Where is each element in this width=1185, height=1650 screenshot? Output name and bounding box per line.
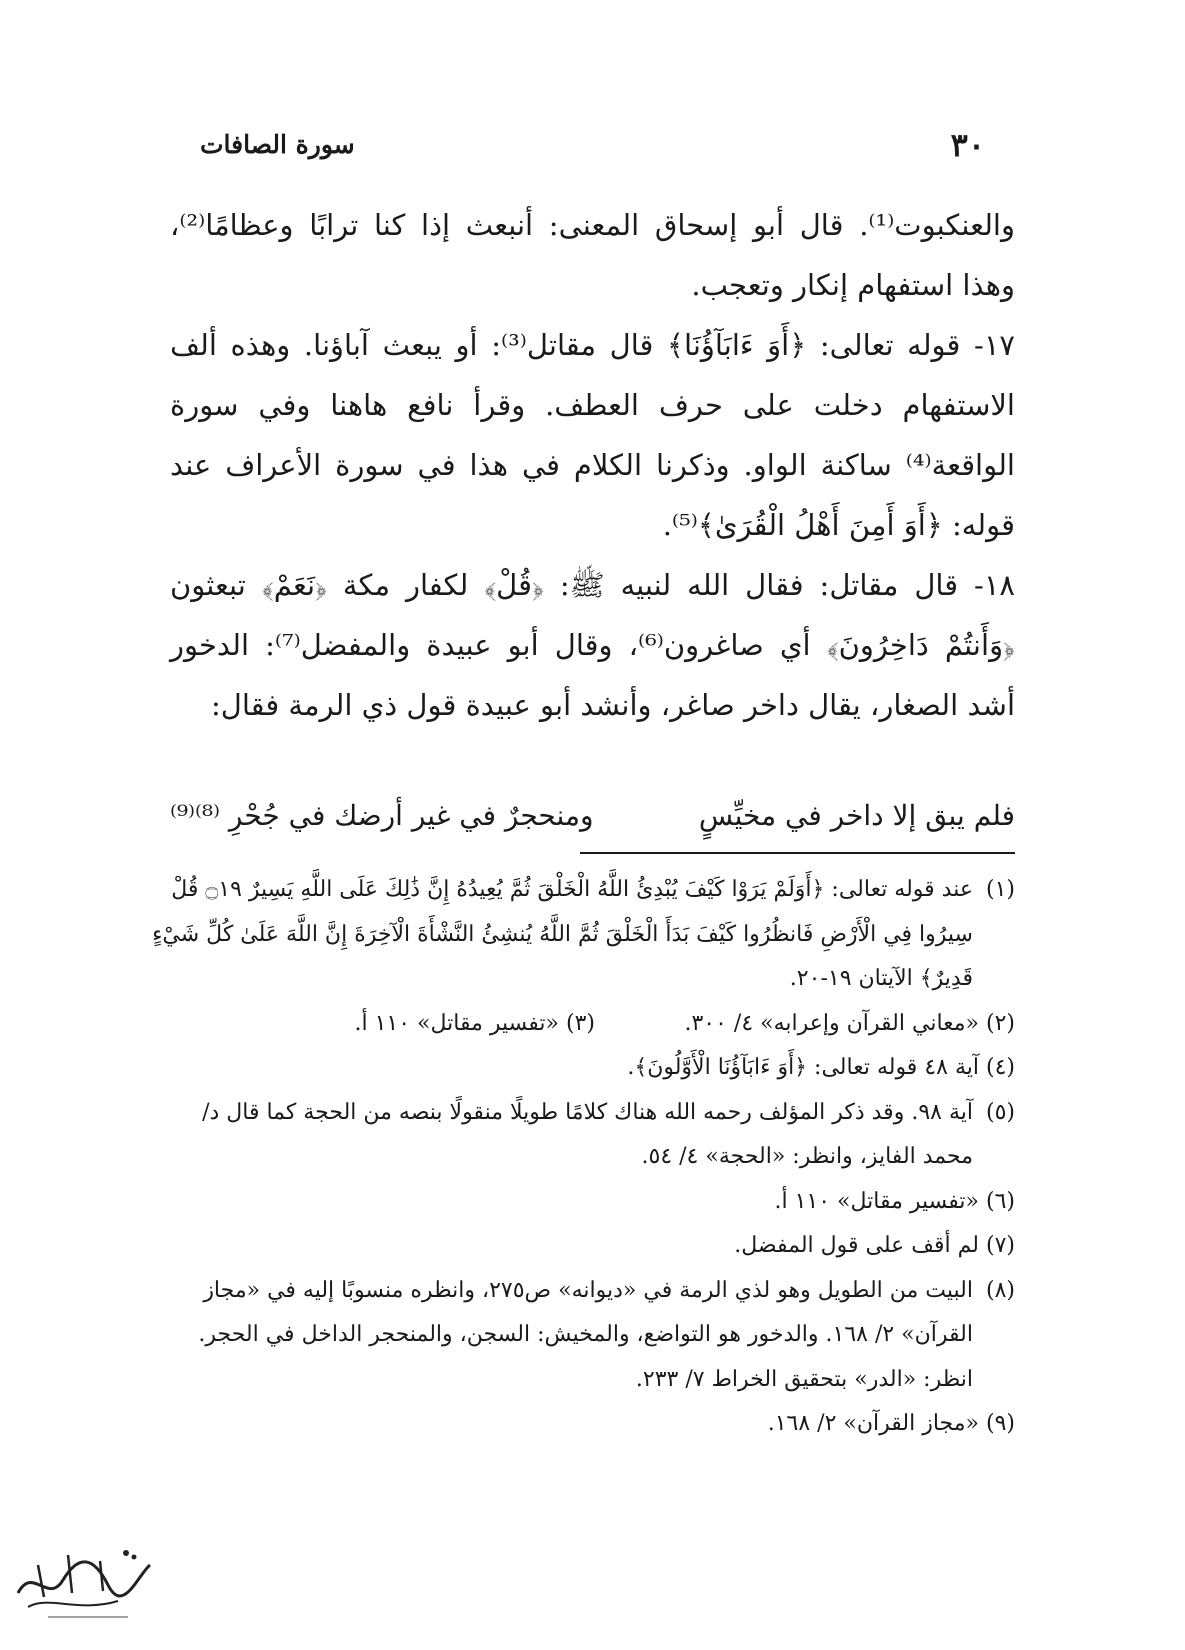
footnote-9: (٩) «مجاز القرآن» ٢/ ١٦٨.: [767, 1411, 1015, 1436]
footnote-5-text: آية ٩٨. وقد ذكر المؤلف رحمه الله هناك كلامًا طويلًا منقولًا بنصه من الحجة كما قال د/ محمد الفايز، وانظر: «الحجة» ٤/ ٥٤.: [202, 1099, 973, 1169]
footnote-row-6: [150, 1180, 1015, 1225]
footnote-3: (٣) «تفسير مقاتل» ١١٠ أ.: [354, 1010, 595, 1036]
paragraph-3: ١٨- قال مقاتل: فقال الله لنبيه ﷺ: ﴿قُلْ﴾ لكفار مكة ﴿نَعَمْ﴾ تبعثون ﴿وَأَنتُمْ دَاخِرُونَ﴾ أي صاغرون⁽⁶⁾، وقال أبو عبيدة والمفضل⁽⁷⁾: الدخور أشد الصغار، يقال داخر صاغر، وأنشد أبو عبيدة قول ذي الرمة فقال:: [170, 568, 1015, 722]
page-number: ٣٠: [950, 126, 985, 164]
footnote-8: [150, 1269, 1015, 1403]
footnote-1-text: عند قوله تعالى: ﴿أَوَلَمْ يَرَوْا كَيْفَ يُبْدِئُ اللَّهُ الْخَلْقَ ثُمَّ يُعِيدُهُ إِنَّ ذَٰلِكَ عَلَى اللَّهِ يَسِيرٌ ۝١٩ قُلْ سِيرُوا فِي الْأَرْضِ فَانظُرُوا كَيْفَ بَدَأَ الْخَلْقَ ثُمَّ اللَّهُ يُنشِئُ النَّشْأَةَ الْآخِرَةَ إِنَّ اللَّهَ عَلَىٰ كُلِّ شَيْءٍ قَدِيرٌ﴾ الآيتان ١٩-٢٠.: [152, 877, 973, 991]
footnote-2: (٢) «معاني القرآن وإعرابه» ٤/ ٣٠٠.: [684, 1010, 1015, 1036]
footnote-row-4: [150, 1046, 1015, 1091]
footnote-8-text: البيت من الطويل وهو لذي الرمة في «ديوانه» ص٢٧٥، وانظره منسوبًا إليه في «مجاز القرآن» ٢/ ١٦٨. والدخور هو التواضع، والمخيش: السجن، والمنحجر الداخل في الحجر. انظر: «الدر» بتحقيق الخراط ٧/ ٢٣٣.: [198, 1277, 973, 1392]
footnote-6: (٦) «تفسير مقاتل» ١١٠ أ.: [774, 1188, 1015, 1214]
footnote-4: (٤) آية ٤٨ قوله تعالى: ﴿أَوَ ءَابَآؤُنَا الْأَوَّلُونَ﴾.: [627, 1055, 1015, 1080]
footnote-7: (٧) لم أقف على قول المفضل.: [734, 1233, 1015, 1258]
footnote-row-9: [150, 1402, 1015, 1447]
poetry-verse: [170, 790, 1015, 842]
footnote-1: [150, 868, 1015, 1002]
footnote-8-number: (٨): [985, 1277, 1015, 1303]
page-header: [200, 118, 985, 168]
verse-hemistich-first: فلم يبق إلا داخر في مخيِّسٍ: [698, 799, 1015, 832]
footnote-1-number: (١): [985, 877, 1015, 902]
footnote-5-number: (٥): [985, 1099, 1015, 1125]
footnote-row-2-3: [150, 1002, 1015, 1047]
footnote-separator: [580, 852, 1015, 854]
main-text: [170, 195, 1015, 735]
footnotes: [150, 868, 1015, 1447]
publisher-logo: [8, 1535, 158, 1625]
paragraph-2: ١٧- قوله تعالى: ﴿أَوَ ءَابَآؤُنَا﴾ قال مقاتل⁽³⁾: أو يبعث آباؤنا. وهذه ألف الاستفهام دخلت على حرف العطف. وقرأ نافع هاهنا وفي سورة الواقعة⁽⁴⁾ ساكنة الواو. وذكرنا الكلام في هذا في سورة الأعراف عند قوله: ﴿أَوَ أَمِنَ أَهْلُ الْقُرَىٰ﴾⁽⁵⁾.: [170, 328, 1015, 542]
paragraph-1: والعنكبوت⁽¹⁾. قال أبو إسحاق المعنى: أنبعث إذا كنا ترابًا وعظامًا⁽²⁾، وهذا استفهام إنكار وتعجب.: [170, 208, 1015, 302]
footnote-row-7: [150, 1224, 1015, 1269]
footnote-5: [150, 1091, 1015, 1180]
running-title: سورة الصافات: [200, 130, 355, 159]
verse-hemistich-second: ومنحجرٌ في غير أرضك في جُحْرِ ⁽⁸⁾⁽⁹⁾: [170, 799, 594, 832]
